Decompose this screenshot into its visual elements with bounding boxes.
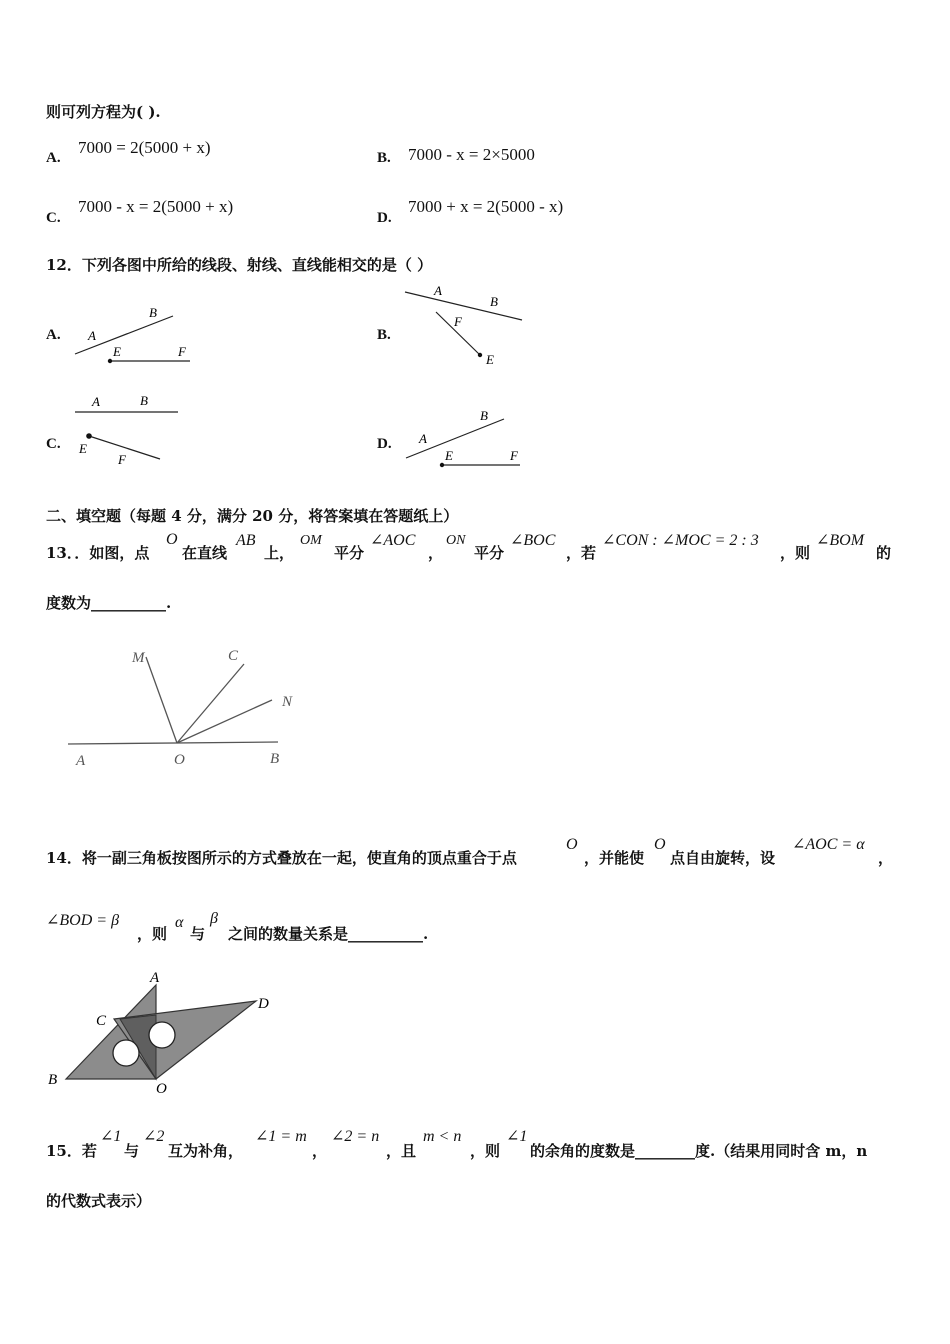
- q14-fig-b: B: [48, 1072, 58, 1088]
- q13-line-2: 度数为__________.: [46, 594, 172, 612]
- q11-option-d-expr: 7000 + x = 2(5000 - x): [408, 197, 564, 216]
- fig-a-label-b: B: [149, 305, 157, 320]
- q15-text-4: ，: [312, 1142, 328, 1160]
- q11-option-b-expr: 7000 - x = 2×5000: [408, 145, 535, 164]
- q13-fig-m: M: [132, 650, 145, 666]
- fig-d-label-b: B: [480, 408, 488, 423]
- q15-eq-2: ∠2 = n: [331, 1128, 380, 1145]
- q11-option-c-expr: 7000 - x = 2(5000 + x): [78, 197, 234, 216]
- q13-text-3: 上，: [264, 544, 295, 562]
- q13-angle-boc: ∠BOC: [510, 532, 556, 549]
- q13-fig-o: O: [174, 752, 185, 768]
- q15-text-1: 15．若: [46, 1142, 97, 1160]
- q13-line-ab: AB: [236, 532, 256, 549]
- q13-text-5: ，: [428, 544, 444, 562]
- q14-text-2: ，并能使: [584, 849, 645, 867]
- q13-text-4: 平分: [334, 544, 365, 562]
- q14-alpha: α: [175, 914, 184, 931]
- q11-option-c-label: C.: [46, 210, 61, 226]
- q12-figure-b: [400, 282, 530, 372]
- q14-fig-a: A: [150, 970, 160, 986]
- q12-stem: 12．下列各图中所给的线段、射线、直线能相交的是（ ）: [46, 256, 433, 274]
- q13-fig-c: C: [228, 648, 239, 664]
- q14-text-1: 14．将一副三角板按图所示的方式叠放在一起，使直角的顶点重合于点: [46, 849, 517, 867]
- q15-text-3: 互为补角，: [168, 1142, 244, 1160]
- fig-b-label-e: E: [486, 352, 494, 367]
- fig-c-label-e: E: [79, 441, 87, 456]
- q15-text-5: ，且: [386, 1142, 417, 1160]
- q11-option-b-label: B.: [377, 150, 391, 166]
- fig-d-label-e: E: [445, 448, 453, 463]
- q14-point-o-2: O: [654, 836, 666, 853]
- q13-figure: [60, 640, 310, 780]
- q12-figure-d: [400, 404, 530, 474]
- fig-c-label-f: F: [118, 452, 126, 467]
- q13-angle-bom: ∠BOM: [816, 532, 865, 549]
- q14-beta-eq: ∠BOD = β: [46, 912, 120, 929]
- fig-c-label-b: B: [140, 393, 148, 408]
- q14-fig-o: O: [156, 1081, 167, 1097]
- q12-option-b-label: B.: [377, 327, 391, 343]
- q12-option-a-label: A.: [46, 327, 61, 343]
- q14-text-4: ，: [878, 849, 894, 867]
- q12-option-c-label: C.: [46, 436, 61, 452]
- q14-figure: [44, 965, 284, 1095]
- q15-angle-1a: ∠1: [100, 1128, 122, 1145]
- q13-point-o: O: [166, 531, 178, 548]
- q15-text-2: 与: [124, 1142, 140, 1160]
- q13-text-8: ，则: [780, 544, 811, 562]
- q12-figure-c: [70, 390, 190, 470]
- fig-d-label-f: F: [510, 448, 518, 463]
- section-title: 二、填空题（每题 4 分，满分 20 分，将答案填在答题纸上）: [46, 507, 459, 525]
- fig-b-label-f: F: [454, 314, 462, 329]
- q13-fig-b: B: [270, 751, 280, 767]
- q11-option-d-label: D.: [377, 210, 392, 226]
- q15-text-7: 的余角的度数是________度.（结果用同时含 m，n: [530, 1142, 868, 1160]
- q13-on: ON: [446, 533, 466, 548]
- q14-alpha-eq: ∠AOC = α: [792, 836, 865, 853]
- q14-point-o-1: O: [566, 836, 578, 853]
- q15-line-2: 的代数式表示）: [46, 1192, 152, 1210]
- q14-text-6: 与: [190, 925, 206, 943]
- q13-text-7: ，若: [566, 544, 597, 562]
- q15-eq-1: ∠1 = m: [255, 1128, 307, 1145]
- q14-fig-c: C: [96, 1013, 107, 1029]
- q15-angle-2a: ∠2: [143, 1128, 165, 1145]
- q15-text-6: ，则: [470, 1142, 501, 1160]
- q14-text-3: 点自由旋转，设: [670, 849, 776, 867]
- q13-text-9: 的: [876, 544, 892, 562]
- q11-option-a-expr: 7000 = 2(5000 + x): [78, 138, 211, 157]
- fig-b-label-b: B: [490, 294, 498, 309]
- fig-b-label-a: A: [434, 283, 442, 298]
- q13-text-1: 13．．如图，点: [46, 544, 150, 562]
- q13-text-2: 在直线: [182, 544, 228, 562]
- q12-figure-a: [70, 300, 200, 370]
- q13-ratio: ∠CON : ∠MOC = 2 : 3: [602, 532, 759, 549]
- q14-beta: β: [210, 910, 218, 927]
- q13-fig-a: A: [76, 753, 86, 769]
- q14-fig-d: D: [258, 996, 269, 1012]
- q15-eq-3: m < n: [423, 1128, 462, 1145]
- fig-d-label-a: A: [419, 431, 427, 446]
- q13-angle-aoc: ∠AOC: [370, 532, 416, 549]
- q11-option-a-label: A.: [46, 150, 61, 166]
- fig-a-label-a: A: [88, 328, 96, 343]
- q12-option-d-label: D.: [377, 436, 392, 452]
- q15-angle-1b: ∠1: [506, 1128, 528, 1145]
- q14-text-7: 之间的数量关系是__________.: [228, 925, 429, 943]
- q13-om: OM: [300, 533, 322, 548]
- q13-fig-n: N: [282, 694, 293, 710]
- q13-text-6: 平分: [474, 544, 505, 562]
- q14-text-5: ，则: [137, 925, 168, 943]
- fig-a-label-e: E: [113, 344, 121, 359]
- fig-a-label-f: F: [178, 344, 186, 359]
- q11-stem: 则可列方程为( ).: [46, 103, 161, 121]
- fig-c-label-a: A: [92, 394, 100, 409]
